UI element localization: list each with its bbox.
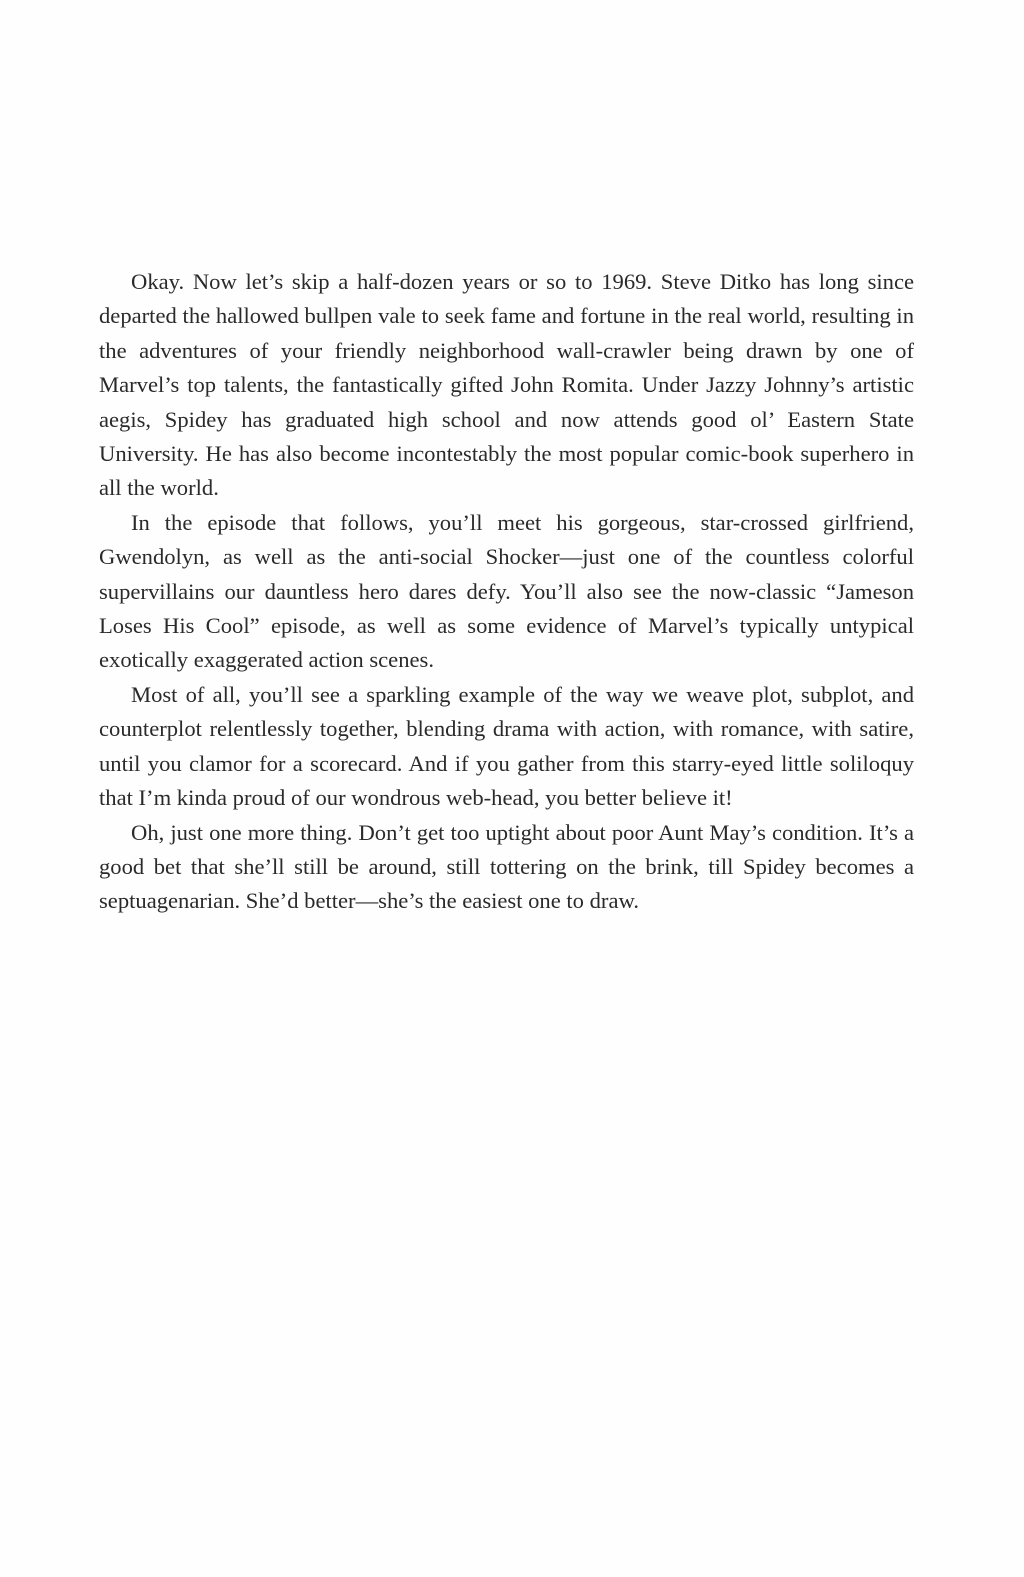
paragraph-4: Oh, just one more thing. Don’t get too uptight about poor Aunt May’s condition. It’s a good bet that she’ll still be around, still tottering on the brink, till Spidey becomes a septuagenarian. She’d better—she’s the easiest one to draw. [99,819,914,914]
paragraph-2: In the episode that follows, you’ll meet his gorgeous, star-crossed girlfriend, Gwendolyn, as well as the anti-social Shocker—just one of the countless colorful supervillains our dauntless hero dares defy. You’ll also see the now-classic “Jameson Loses His Cool” episode, as well as some evidence of Marvel’s typically untypical exotically exaggerated action scenes. [99,509,914,673]
paragraph-1: Okay. Now let’s skip a half-dozen years or so to 1969. Steve Ditko has long since departed the hallowed bullpen vale to seek fame and fortune in the real world, resulting in the adventures of your friendly neighborhood wall-crawler being drawn by one of Marvel’s top talents, the fantastically gifted John Romita. Under Jazzy Johnny’s artistic aegis, Spidey has graduated high school and now attends good ol’ Eastern State University. He has also become incontestably the most popular comic-book superhero in all the world. [99,269,914,501]
paragraph-3: Most of all, you’ll see a sparkling example of the way we weave plot, subplot, and counterplot relentlessly together, blending drama with action, with romance, with satire, until you clamor for a scorecard. And if you gather from this starry-eyed little soliloquy that I’m kinda proud of our wondrous web-head, you better believe it! [99,681,914,811]
body-text [99,265,914,919]
